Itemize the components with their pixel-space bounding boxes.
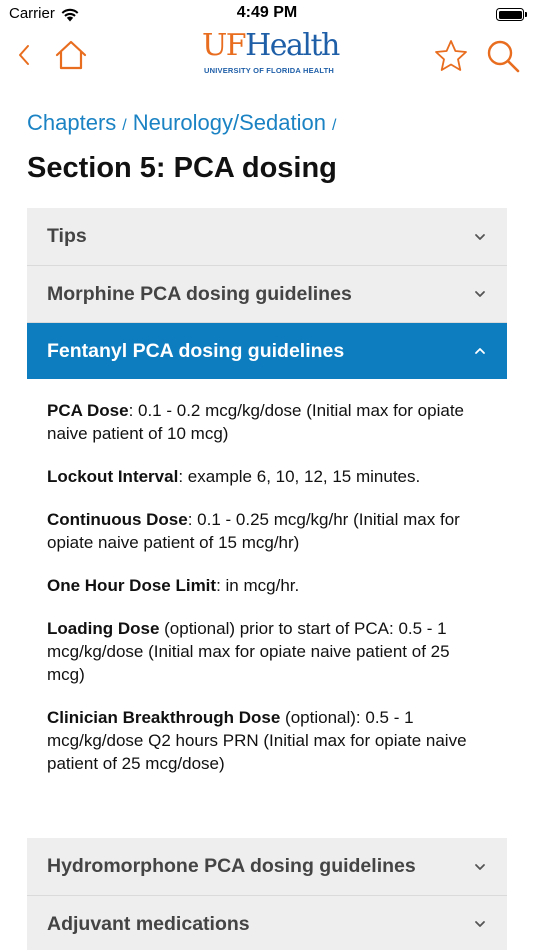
back-chevron-icon — [17, 43, 31, 67]
section-accordion-lower — [27, 838, 507, 950]
entry-loading-dose: Loading Dose (optional) prior to start of PCA: 0.5 - 1 mcg/kg/dose (Initial max for opiate naive patient of 25 mcg) — [47, 619, 450, 684]
accordion-header-hydromorphone[interactable] — [27, 838, 507, 895]
page-title: Section 5: PCA dosing — [27, 152, 337, 184]
entry-one-hour-dose-limit: One Hour Dose Limit: in mcg/hr. — [47, 576, 300, 595]
status-time: 4:49 PM — [236, 4, 298, 21]
chevron-down-icon — [473, 230, 487, 244]
entry-pca-dose: PCA Dose: 0.1 - 0.2 mcg/kg/dose (Initial max for opiate naive patient of 10 mcg) — [47, 401, 464, 443]
entry-clinician-breakthrough-dose: Clinician Breakthrough Dose (optional): 0.5 - 1 mcg/kg/dose Q2 hours PRN (Initial max for opiate naive patient of 25 mcg/dose) — [47, 708, 467, 773]
breadcrumb-chapters[interactable]: Chapters — [27, 110, 117, 135]
accordion-label: Adjuvant medications — [47, 912, 250, 935]
breadcrumb — [27, 110, 342, 136]
entry-lockout-interval: Lockout Interval: example 6, 10, 12, 15 minutes. — [47, 467, 421, 486]
accordion-header-adjuvant[interactable] — [27, 895, 507, 950]
ufhealth-logo — [196, 28, 338, 80]
star-icon — [433, 38, 469, 74]
chevron-down-icon — [473, 860, 487, 874]
battery-icon — [496, 8, 524, 21]
section-accordion — [27, 208, 507, 795]
accordion-header-morphine[interactable] — [27, 265, 507, 322]
favorite-button[interactable] — [430, 36, 472, 76]
search-icon — [485, 38, 521, 74]
accordion-header-tips[interactable] — [27, 208, 507, 265]
navigation-bar — [0, 28, 534, 84]
breadcrumb-separator: / — [331, 117, 337, 134]
breadcrumb-separator: / — [122, 117, 127, 134]
breadcrumb-neurology-sedation[interactable]: Neurology/Sedation — [132, 110, 326, 135]
logo-health-text: Health — [245, 28, 339, 63]
logo-uf-text: UF — [202, 28, 246, 63]
chevron-down-icon — [473, 917, 487, 931]
entry-continuous-dose: Continuous Dose: 0.1 - 0.25 mcg/kg/hr (Initial max for opiate naive patient of 15 mcg/hr) — [47, 510, 460, 552]
logo-subtitle: UNIVERSITY OF FLORIDA HEALTH — [204, 66, 335, 75]
fentanyl-content — [27, 379, 507, 775]
search-button[interactable] — [482, 36, 524, 76]
carrier-label: Carrier — [9, 5, 55, 22]
chevron-up-icon — [473, 344, 487, 358]
home-button[interactable] — [50, 36, 92, 74]
accordion-label: Tips — [47, 225, 87, 247]
status-bar — [0, 0, 534, 28]
accordion-label: Morphine PCA dosing guidelines — [47, 282, 352, 305]
accordion-label: Fentanyl PCA dosing guidelines — [47, 339, 345, 362]
accordion-label: Hydromorphone PCA dosing guidelines — [47, 855, 416, 877]
home-icon — [54, 39, 88, 71]
chevron-down-icon — [473, 287, 487, 301]
accordion-header-fentanyl[interactable] — [27, 322, 507, 379]
back-button[interactable] — [10, 38, 38, 72]
